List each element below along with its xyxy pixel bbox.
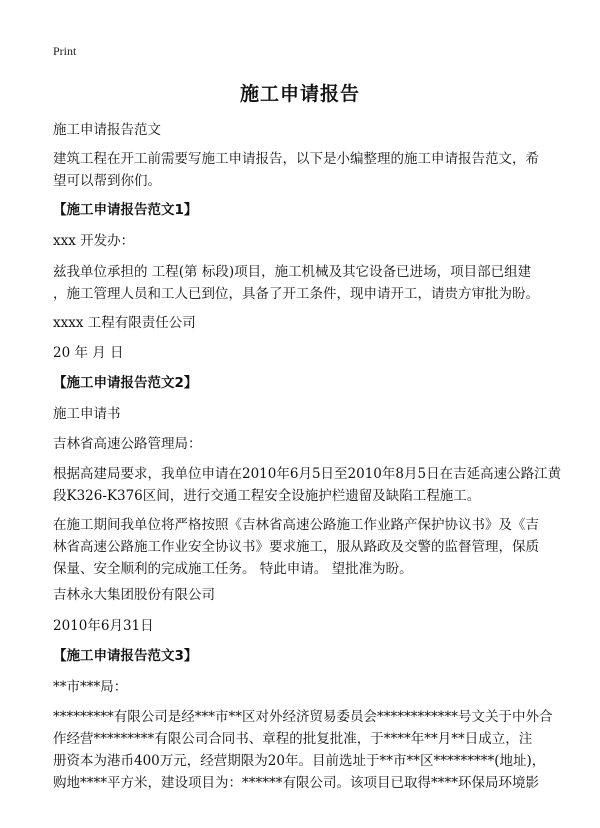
print-link[interactable]: Print (53, 44, 77, 58)
body-4-line-3: 册资本为港币400万元，经营期限为20年。目前选址于**市**区*********(地址)， (53, 753, 546, 769)
body-paragraph-4 (53, 706, 553, 794)
body-paragraph-3 (53, 514, 553, 580)
body-4-line-4: 购地****平方米，建设项目为：******有限公司。该项目已取得****环保局环境影 (53, 775, 539, 791)
body-4-line-2: 作经营*********有限公司合同书、章程的批复批准，于****年**月**日成立，注 (53, 731, 533, 747)
addressee-1: xxx 开发办： (53, 233, 135, 249)
intro-line-2: 望可以帮到你们。 (53, 173, 161, 189)
body-2-line-2: 段K326-K376区间，进行交通工程安全设施护栏遗留及缺陷工程施工。 (53, 488, 481, 504)
body-1-line-1: 兹我单位承担的 工程(第 标段)项目，施工机械及其它设备已进场，项目部已组建 (53, 264, 532, 280)
body-4-line-1: *********有限公司是经***市**区对外经济贸易委员会************号文关于中外合 (53, 709, 553, 725)
addressee-2: 吉林省高速公路管理局： (53, 436, 202, 452)
signature-date-2: 2010年6月31日 (53, 618, 154, 634)
signature-company-1: xxxx 工程有限责任公司 (53, 315, 196, 331)
body-2-line-1: 根据高建局要求，我单位申请在2010年6月5日至2010年8月5日在吉延高速公路江黄 (53, 466, 562, 482)
body-paragraph-1 (53, 261, 553, 305)
body-3-line-2: 林省高速公路施工作业安全协议书》要求施工，服从路政及交警的监督管理，保质 (53, 539, 539, 555)
intro-line-1: 建筑工程在开工前需要写施工申请报告，以下是小编整理的施工申请报告范文，希 (53, 151, 539, 167)
body-3-line-1: 在施工期间我单位将严格按照《吉林省高速公路施工作业路产保护协议书》及《吉 (53, 517, 539, 533)
intro-paragraph (53, 148, 553, 192)
section-heading-2: 【施工申请报告范文2】 (53, 375, 198, 391)
body-paragraph-2 (53, 463, 562, 507)
addressee-3: **市***局： (53, 679, 128, 695)
body-3-line-3: 保量、安全顺利的完成施工任务。 特此申请。 望批准为盼。 (53, 561, 413, 577)
section-heading-3: 【施工申请报告范文3】 (53, 648, 198, 664)
letter-title-2: 施工申请书 (53, 406, 121, 422)
page-title: 施工申请报告 (239, 83, 360, 105)
signature-date-1: 20 年 月 日 (53, 345, 124, 361)
subtitle-text: 施工申请报告范文 (53, 122, 161, 138)
section-heading-1: 【施工申请报告范文1】 (53, 202, 198, 218)
signature-company-2: 吉林永大集团股份有限公司 (53, 587, 215, 603)
body-1-line-2: ，施工管理人员和工人已到位，具备了开工条件，现申请开工，请贵方审批为盼。 (53, 286, 539, 302)
